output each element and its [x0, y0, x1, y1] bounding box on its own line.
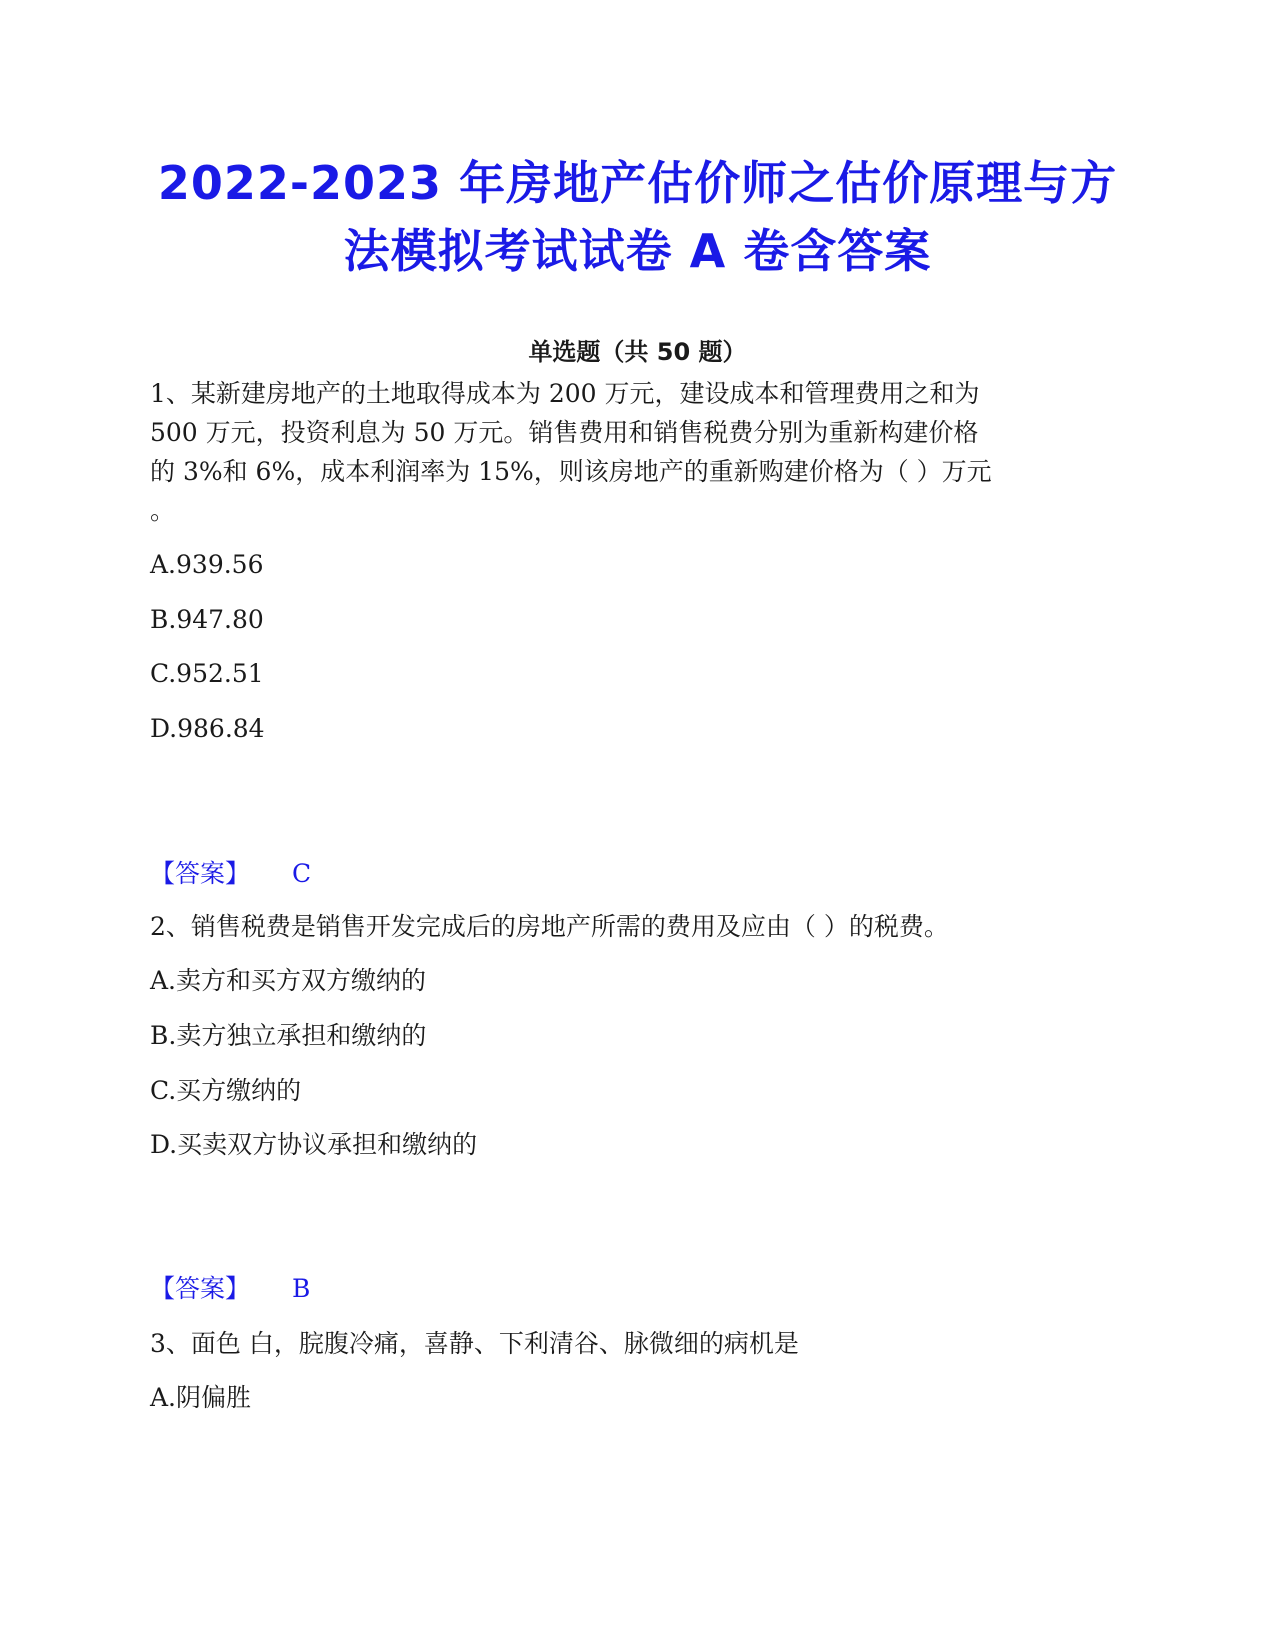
- question-1-answer: [150, 857, 311, 891]
- question-3-line-1: 3、面色 白，脘腹冷痛，喜静、下利清谷、脉微细的病机是: [150, 1329, 799, 1358]
- question-1-line-3: 的 3%和 6%，成本利润率为 15%，则该房地产的重新购建价格为（ ）万元: [150, 457, 992, 486]
- question-2-answer: [150, 1272, 310, 1306]
- question-1-line-2: 500 万元，投资利息为 50 万元。销售费用和销售税费分别为重新构建价格: [150, 418, 979, 447]
- question-2-line-1: 2、销售税费是销售开发完成后的房地产所需的费用及应由（ ）的税费。: [150, 912, 949, 941]
- question-1-line-1: 1、某新建房地产的土地取得成本为 200 万元，建设成本和管理费用之和为: [150, 379, 980, 408]
- section-header: 单选题（共 50 题）: [528, 338, 747, 366]
- answer-value: C: [292, 859, 312, 888]
- question-3-option-a: A.阴偏胜: [150, 1383, 252, 1412]
- question-2-option-b: B.卖方独立承担和缴纳的: [150, 1021, 427, 1050]
- answer-label: 【答案】: [150, 859, 251, 888]
- question-2-option-a: A.卖方和买方双方缴纳的: [150, 966, 427, 995]
- question-1-line-4: 。: [150, 496, 176, 525]
- answer-label: 【答案】: [150, 1274, 251, 1303]
- question-1-option-a: A.939.56: [150, 550, 264, 579]
- question-2-option-c: C.买方缴纳的: [150, 1076, 302, 1105]
- question-1-option-d: D.986.84: [150, 714, 265, 743]
- question-1-option-c: C.952.51: [150, 659, 264, 688]
- document-title-line-1: 2022-2023 年房地产估价师之估价原理与方: [157, 156, 1118, 210]
- answer-value: B: [292, 1274, 311, 1303]
- question-2-option-d: D.买卖双方协议承担和缴纳的: [150, 1130, 478, 1159]
- document-title-line-2: 法模拟考试试卷 A 卷含答案: [343, 224, 932, 278]
- question-1-option-b: B.947.80: [150, 605, 264, 634]
